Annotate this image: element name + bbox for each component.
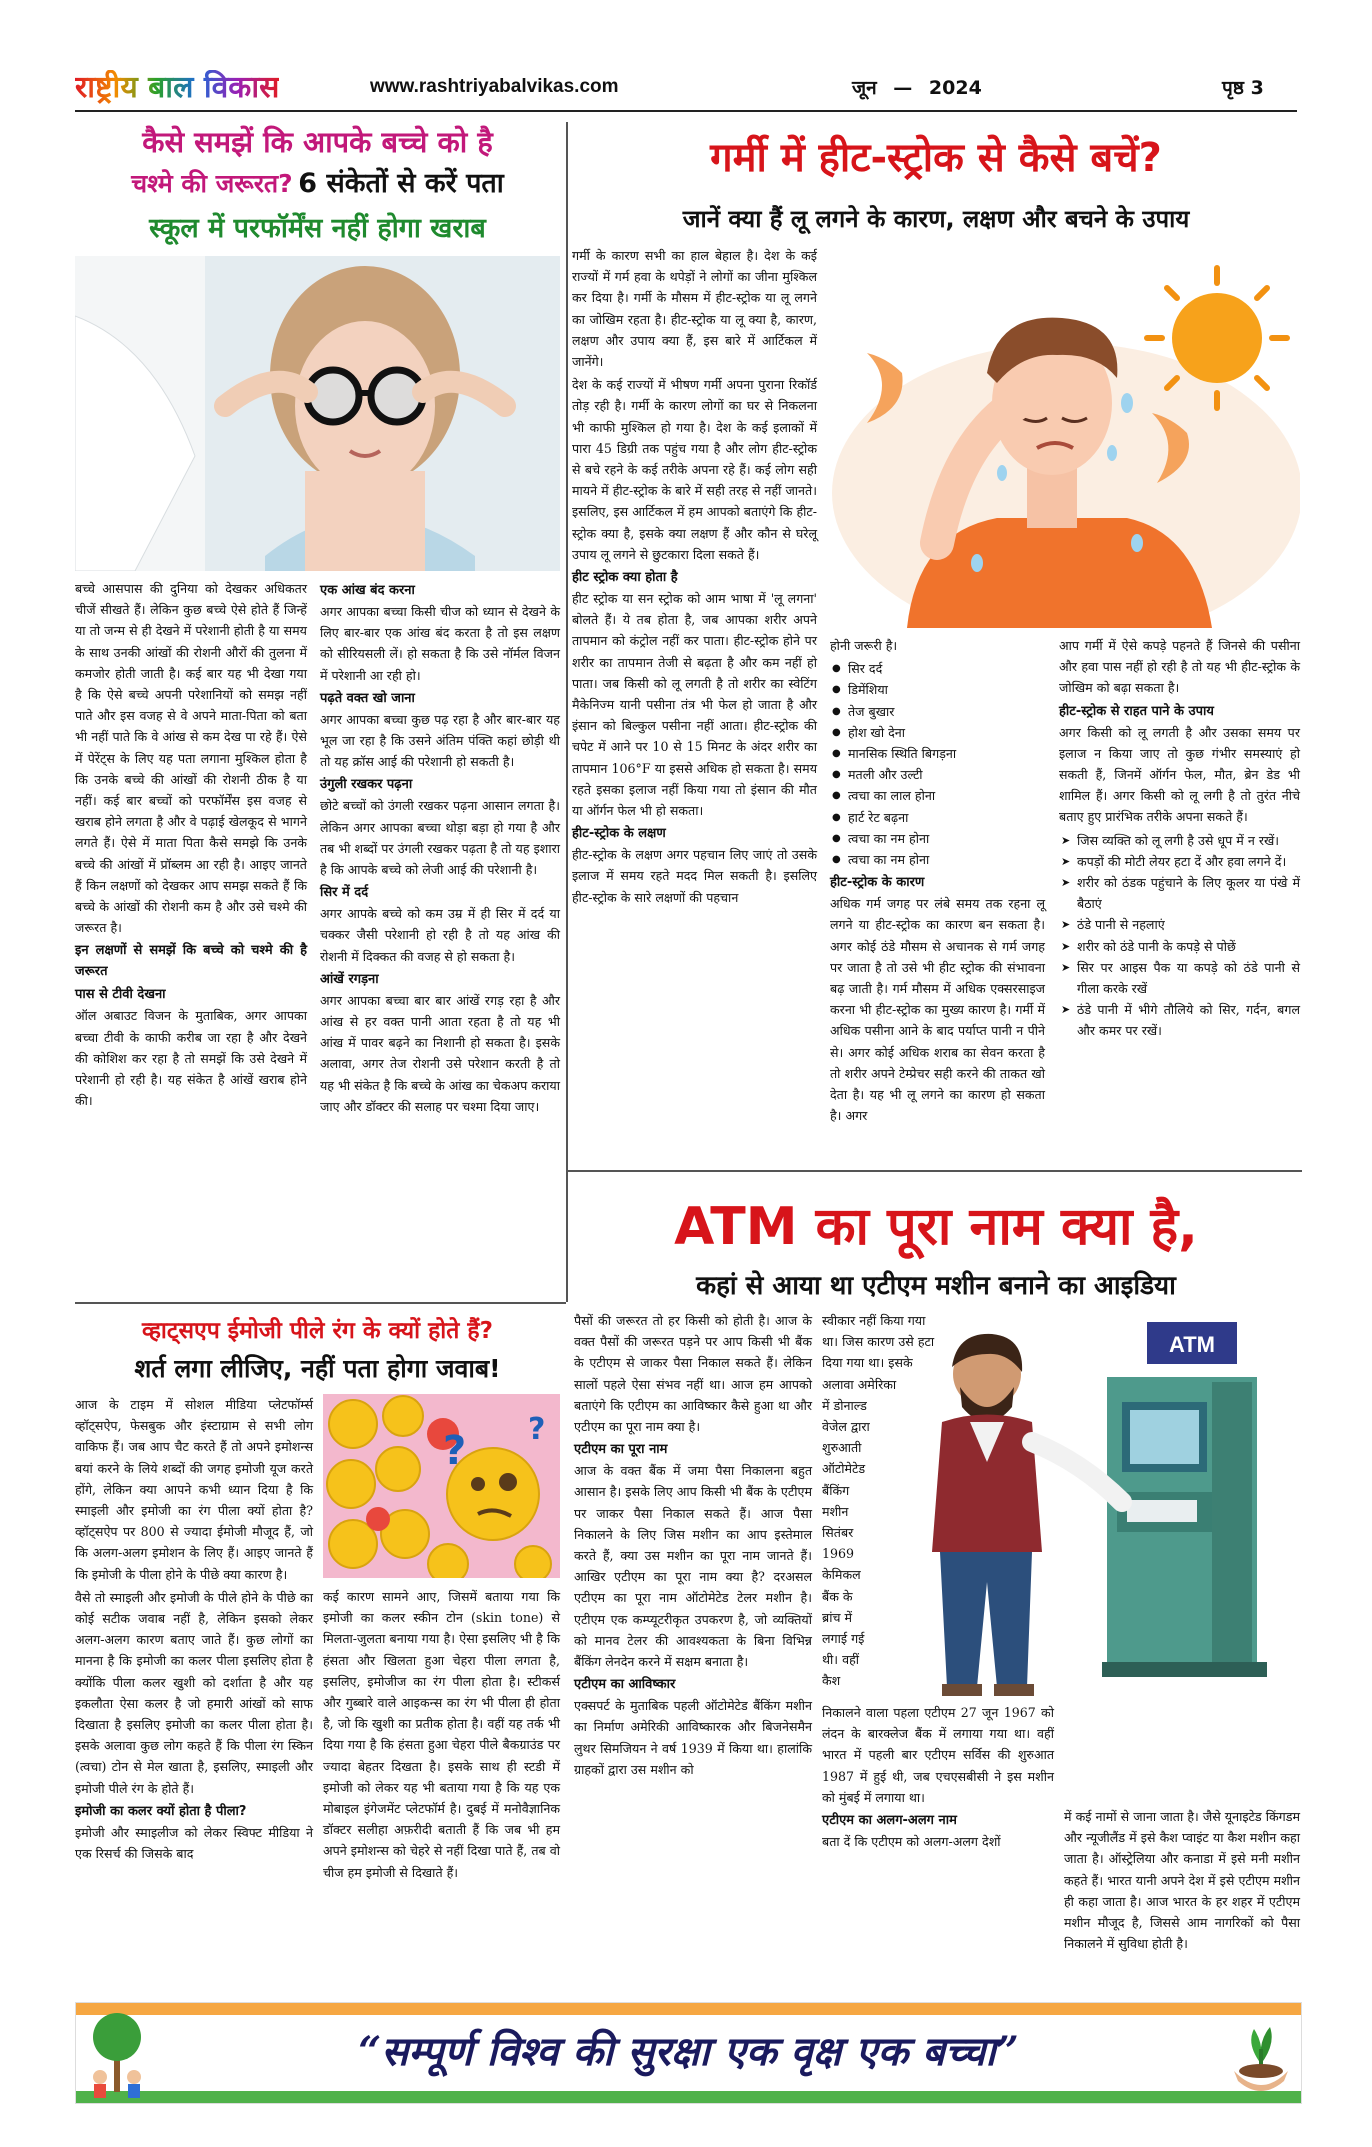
heat-symptom-list — [830, 658, 1045, 870]
text-line: 1969 — [822, 1546, 855, 1562]
eye-symptoms-heading: इन लक्षणों से समझें कि बच्चे को चश्मे की है जरूरत — [75, 943, 307, 980]
atm-intro-paragraph: पैसों की जरूरत तो हर किसी को होती है। आज के वक्त पैसों की जरूरत पड़ने पर आप किसी भी बैंक के एटीएम से जाकर पैसा निकाल सकते हैं। लेकिन सालों पहले ऐसा संभव नहीं था। आज हम आपको बताएंगे कि एटीएम का आविष्कार कैसे हुआ था और एटीएम का पूरा नाम क्या है। — [574, 1313, 812, 1435]
heat-relief-heading: हीट-स्ट्रोक से राहत पाने के उपाय — [1059, 703, 1214, 719]
eye-intro-paragraph: बच्चे आसपास की दुनिया को देखकर अधिकतर चीजें सीखते हैं। लेकिन कुछ बच्चे ऐसे होते हैं जिन्हें या तो जन्म से ही देखने में परेशानी होती है या समय के साथ उनकी आंखों की रोशनी औरों की तुलना में कमजोर होती जाती है। कई बार यह भी देखा गया है कि ऐसे बच्चे अपनी परेशानियों को समझ नहीं पाते और इस वजह से वे अपने माता-पिता को बता भी नहीं पाते कि वे आंख से कम देख पा रहे हैं। ऐसे में पेरेंट्स के लिए यह पता लगाना मुश्किल होता है कि उनके बच्चे की आंखों की रोशनी ठीक है या नहीं। कई बार बच्चों को परफॉर्मेंस इस वजह से खराब होने लगता है और वे पढ़ाई खेलकूद से भागने लगते हैं। ऐसे में माता पिता कैसे समझे कि उनके बच्चे की आंखों में प्रॉब्लम आ रही है। आइए जानते हैं किन लक्षणों को देखकर आप समझ सकते हैं कि बच्चे के आंखों की रोशनी कम है और उसे चश्मे की जरूरत है। — [75, 581, 307, 936]
atm-sign-text: ATM — [1168, 1332, 1216, 1357]
atm-article — [572, 1176, 1300, 1976]
text-line: वेजेल द्वारा — [822, 1419, 870, 1435]
text-line: कैश — [822, 1673, 841, 1689]
masthead-rule — [75, 110, 1297, 112]
heat-what-paragraph: हीट स्ट्रोक या सन स्ट्रोक को आम भाषा में 'लू लगना' बोलते हैं। ये तब होता है, जब आपका शरीर अपने तापमान को कंट्रोल नहीं कर पाता। हीट-स्ट्रोक होने पर शरीर का तापमान तेजी से बढ़ता है और कम नहीं हो पाता। जब किसी को लू लगती है तो शरीर का स्वेटिंग मैकेनिज्म यानी पसीना तंत्र भी फेल हो जाता है और इंसान को बिल्कुल पसीना नहीं आता। हीट-स्ट्रोक की चपेट में आने पर 10 से 15 मिनट के अंदर शरीर का तापमान 106°F या इससे अधिक हो सकता है। समय रहते इसका इलाज नहीं किया गया तो इंसान की मौत या ऑर्गन फेल भी हो सकता। — [572, 591, 817, 819]
eye-sign-text: अगर आपका बच्चा कुछ पढ़ रहा है और बार-बार यह भूल जा रहा है कि उसने अंतिम पंक्ति कहां छोड़ी थी तो यह क्रॉस आई की परेशानी हो सकती है। — [320, 711, 560, 770]
eye-sign-heading: आंखें रगड़ना — [320, 971, 379, 987]
emoji-skin-tone-paragraph: कई कारण सामने आए, जिसमें बताया गया कि इमोजी का कलर स्कीन टोन (skin tone) से मिलता-जुलता बनाया गया है। ऐसा इसलिए भी है कि हंसता और खिलता हुआ चेहरा पीला लगता है, इसलिए, इमोजीज का रंग पीला होता है। स्टीकर्स और गुब्बारे वाले आइकन्स का रंग भी पीला ही होता है, जो कि खुशी का प्रतीक होता है। वहीं यह तर्क भी दिया गया है कि हंसता हुआ चेहरा पीले बैकग्राउंड पर ज्यादा बेहतर दिखता है। इसके साथ ही स्टडी में इमोजी को लेकर यह भी बताया गया है कि यह एक मोबाइल इंगेजमेंट प्लेटफॉर्म है। दुबई में मनोवैज्ञानिक डॉक्टर सलीहा अफ़रीदी बताती हैं कि जब भी हम अपने इमोशन्स को चेहरे से नहीं दिखा पाते हैं, तब वो चीज हम इमोजी से दिखाते हैं। — [323, 1589, 560, 1880]
atm-invention-paragraph: एक्सपर्ट के मुताबिक पहली ऑटोमेटेड बैंकिंग मशीन का निर्माण अमेरिकी आविष्कारक और बिजनेसमैन लुथर सिमजियन ने वर्ष 1939 में किया था। हालांकि ग्राहकों द्वारा उस मशीन को — [574, 1698, 812, 1777]
list-item: ● डिमेंशिया — [830, 679, 1045, 700]
atm-top-rule — [566, 1170, 1302, 1172]
atm-fullname-heading: एटीएम का पूरा नाम — [574, 1442, 668, 1458]
column-divider-vertical — [566, 122, 568, 1302]
atm-man-svg — [912, 1312, 1300, 1702]
text-line: लगाई गई — [822, 1631, 865, 1647]
heat-intro-paragraph: गर्मी के कारण सभी का हाल बेहाल है। देश के कई राज्यों में गर्म हवा के थपेड़ों ने लोगों का जीना मुश्किल कर दिया है। गर्मी के मौसम में हीट-स्ट्रोक या लू लगने का जोखिम रहता है। हीट-स्ट्रोक या लू क्या है, कारण, लक्षण और उपाय क्या हैं, इस बारे में आर्टिकल में जानेंगे। — [572, 248, 817, 370]
text-line: बैंकिंग — [822, 1482, 850, 1498]
text-line: ऑटोमेटेड — [822, 1461, 866, 1477]
eye-tv-paragraph: ऑल अबाउट विजन के मुताबिक, अगर आपका बच्चा टीवी के काफी करीब जा रहा है और देखने की कोशिश कर रहा है तो समझें कि उसे देखने में परेशानी हो रही है। यह संकेत है आंखें खराब होने की। — [75, 1008, 307, 1109]
text-line: अलावा अमेरिका — [822, 1376, 897, 1392]
list-item: ➤ सिर पर आइस पैक या कपड़े को ठंडे पानी से गीला करके रखें — [1059, 957, 1300, 999]
eye-title-line2a: चश्मे की जरूरत? — [131, 169, 293, 198]
emoji-column-1-top — [75, 1394, 313, 1866]
atm-title: ATM का पूरा नाम क्या है, — [674, 1197, 1198, 1257]
heat-title: गर्मी में हीट-स्ट्रोक से कैसे बचें? — [710, 135, 1162, 181]
list-item: ● मानसिक स्थिति बिगड़ना — [830, 743, 1045, 764]
emoji-collage-svg — [323, 1394, 560, 1578]
atm-column-2 — [822, 1702, 1054, 1854]
eye-column-2 — [320, 578, 560, 1119]
text-line: केमिकल — [822, 1567, 861, 1583]
atm-names-heading: एटीएम का अलग-अलग नाम — [822, 1813, 957, 1829]
emoji-column-2 — [323, 1586, 560, 1885]
eye-sign-heading: एक आंख बंद करना — [320, 583, 415, 598]
list-item: ● त्वचा का नम होना — [830, 828, 1045, 849]
text-line: दिया गया था। इसके — [822, 1355, 913, 1371]
list-item: ● त्वचा का लाल होना — [830, 785, 1045, 806]
eye-sign-heading: पढ़ते वक्त खो जाना — [320, 690, 415, 706]
masthead — [40, 70, 1332, 108]
text-line: था। जिस कारण उसे हटा — [822, 1334, 935, 1350]
issue-month: जून — [852, 77, 877, 99]
eye-sign-text: अगर आपका बच्चा किसी चीज को ध्यान से देखने के लिए बार-बार एक आंख बंद करता है तो इस लक्षण को सीरियसली लें। हो सकता है कि उसे नॉर्मल विजन में परेशानी आ रही हो। — [320, 604, 560, 683]
text-line: स्वीकार नहीं किया गया — [822, 1313, 926, 1328]
text-line: शुरुआती — [822, 1440, 862, 1456]
list-item: ● मतली और उल्टी — [830, 764, 1045, 785]
eye-column-1 — [75, 578, 307, 1113]
atm-names-paragraph: बता दें कि एटीएम को अलग-अलग देशों — [822, 1834, 1001, 1850]
website-link[interactable]: www.rashtriyabalvikas.com — [370, 76, 619, 97]
emoji-why-heading: इमोजी का कलर क्यों होता है पीला? — [75, 1803, 247, 1819]
text-line: ब्रांच में — [822, 1609, 852, 1625]
atm-subtitle: कहां से आया था एटीएम मशीन बनाने का आइडिया — [696, 1271, 1176, 1301]
list-item: ➤ कपड़ों की मोटी लेयर हटा दें और हवा लगने दें। — [1059, 851, 1300, 872]
atm-column-1 — [574, 1310, 812, 1782]
text-line: मशीन — [822, 1503, 849, 1519]
footer-slogan: “सम्पूर्ण विश्व की सुरक्षा एक वृक्ष एक बच्चा” — [358, 2028, 1019, 2075]
eye-title-line2 — [75, 164, 560, 207]
list-item: ➤ जिस व्यक्ति को लू लगी है उसे धूप में न रखें। — [1059, 830, 1300, 851]
heat-record-paragraph: देश के कई राज्यों में भीषण गर्मी अपना पुराना रिकॉर्ड तोड़ रही है। गर्मी के कारण लोगों का घर से निकलना भी काफी मुश्किल हो गया है। देश के कई इलाकों में पारा 45 डिग्री तक पहुंच गया है और लोग हीट-स्ट्रोक से बचे रहने के कई तरीके अपना रहे हैं। कई लोग सही मायने में हीट-स्ट्रोक के बारे में सही तरह से नहीं जानते। इसलिए, इस आर्टिकल में हम आपको बताएंगे कि हीट-स्ट्रोक क्या है, इसके क्या लक्षण हैं और कौन से घरेलू उपाय लू लगने से छुटकारा दिला सकते हैं। — [572, 377, 817, 562]
hands-plant-icon — [1226, 2009, 1296, 2097]
issue-year: 2024 — [928, 77, 982, 99]
logo[interactable] — [75, 70, 279, 106]
eye-title-line2b: 6 संकेतों से करें पता — [298, 168, 504, 199]
atm-first-atm-paragraph: निकालने वाला पहला एटीएम 27 जून 1967 को लंदन के बारक्लेज बैंक में लगाया गया था। वहीं भारत में पहली बार एटीएम सर्विस की शुरुआत 1987 में हुई थी, जब एचएसबीसी ने इस मशीन को मुंबई में लगाया था। — [822, 1705, 1054, 1805]
heat-causes-paragraph: अधिक गर्म जगह पर लंबे समय तक रहना लू लगने या हीट-स्ट्रोक का कारण बन सकता है। अगर कोई ठंडे मौसम से अचानक से गर्म जगह पर जाता है तो उसे भी हीट स्ट्रोक की संभावना बढ़ जाती है। गर्म मौसम में अधिक एक्सरसाइज करना भी हीट-स्ट्रोक का मुख्य कारण है। गर्मी में अधिक पसीना आने के बाद पर्याप्त पानी न पीने से। अगर कोई अधिक शराब का सेवन करता है तो शरीर अपने टेम्प्रेचर सही करने की ताकत खो देता है। यह भी लू लगने का कारण हो सकता है। अगर — [830, 896, 1045, 1124]
emoji-title: व्हाट्सएप ईमोजी पीले रंग के क्यों होते हैं? — [142, 1318, 493, 1344]
heat-causes-heading: हीट-स्ट्रोक के कारण — [830, 875, 925, 891]
eye-tv-subheading: पास से टीवी देखना — [75, 987, 166, 1003]
eye-article — [75, 118, 560, 1293]
heat-column-1 — [572, 245, 817, 910]
page-number: पृष्ठ 3 — [1222, 77, 1264, 99]
child-photo-illustration — [75, 256, 560, 571]
emoji-intro-paragraph: आज के टाइम में सोशल मीडिया प्लेटफॉर्म्स व्हॉट्सऐप, फेसबुक और इंस्टाग्राम से सभी लोग वाकिफ हैं। जब आप चैट करते हैं तो अपने इमोशन्स बयां करने के लिये शब्दों की जगह इमोजी यूज करते होंगे, लेकिन क्या आपने कभी ध्यान दिया है कि स्माइली और इमोजी का रंग पीला क्यों होता है? व्हॉट्सऐप पर 800 से ज्यादा ईमोजी मौजूद हैं, जो कि अलग-अलग इमोशन के लिए हैं। आइए जानते हैं कि इमोजी के पीला होने के पीछे क्या कारण है। — [75, 1397, 313, 1582]
list-item: ● हार्ट रेट बढ़ना — [830, 807, 1045, 828]
atm-machine-illustration — [912, 1312, 1300, 1702]
emoji-reasons-paragraph: वैसे तो स्माइली और इमोजी के पीले होने के पीछे का कोई सटीक जवाब नहीं है, लेकिन इसको लेकर अलग-अलग कारण बताए जाते हैं। कुछ लोगों का मानना है कि इमोजी का कलर पीला इसलिए होता है क्योंकि पीला कलर खुशी को दर्शाता है और यह इकलौता ऐसा कलर है जो हमारी आंखों को साफ दिखाता है इसलिए इमोजी का कलर पीला होता है। इसके अलावा कुछ लोग कहते हैं कि पीला रंग स्किन (त्वचा) टोन से मेल खाता है, इसलिए, स्माइली और इमोजी पीले रंग के होते हैं। — [75, 1589, 313, 1796]
list-item: ➤ ठंडे पानी में भीगे तौलिये को सिर, गर्दन, बगल और कमर पर रखें। — [1059, 999, 1300, 1041]
list-item: ➤ ठंडे पानी से नहलाएं — [1059, 914, 1300, 935]
heat-column-3 — [1059, 635, 1300, 1042]
list-item: ● तेज बुखार — [830, 701, 1045, 722]
issue-dash: — — [893, 77, 913, 99]
atm-column-3 — [1064, 1806, 1300, 1956]
child-eye-test-photo — [75, 256, 560, 571]
heat-article — [572, 118, 1300, 1158]
eye-sign-heading: उंगुली रखकर पढ़ना — [320, 777, 413, 793]
emoji-photo — [323, 1394, 560, 1578]
eye-title-line1: कैसे समझें कि आपके बच्चे को है — [142, 125, 493, 159]
emoji-research-paragraph: इमोजी और स्माइलीज को लेकर स्विफ्ट मीडिया ने एक रिसर्च की जिसके बाद — [75, 1824, 313, 1862]
list-item: ➤ शरीर को ठंडे पानी के कपड़े से पोछें — [1059, 936, 1300, 957]
heat-relief-list — [1059, 830, 1300, 1042]
heat-column-2 — [830, 635, 1045, 1128]
svg-text:?: ? — [443, 1428, 467, 1474]
eye-title-line3: स्कूल में परफॉर्मेंस नहीं होगा खराब — [149, 213, 486, 244]
eye-sign-heading: सिर में दर्द — [320, 885, 369, 901]
eye-sign-text: छोटे बच्चों को उंगली रखकर पढ़ना आसान लगता है। लेकिन अगर आपका बच्चा थोड़ा बड़ा हो गया है और तब भी शब्दों पर उंगली रखकर पढ़ता है तो यह इशारा है कि आपके बच्चे को लेजी आई की परेशानी है। — [320, 798, 560, 878]
list-item: ● सिर दर्द — [830, 658, 1045, 679]
emoji-subtitle: शर्त लगा लीजिए, नहीं पता होगा जवाब! — [134, 1354, 501, 1383]
heat-stroke-illustration — [827, 243, 1300, 628]
svg-text:?: ? — [528, 1412, 546, 1447]
footer-banner — [75, 2002, 1302, 2104]
atm-other-names-paragraph: में कई नामों से जाना जाता है। जैसे यूनाइटेड किंगडम और न्यूजीलैंड में इसे कैश प्वाइंट या कैश मशीन कहा जाता है। ऑस्ट्रेलिया और कनाडा में इसे मनी मशीन कहते हैं। भारत यानी अपने देश में इसे एटीएम मशीन ही कहा जाता है। आज भारत के हर शहर में एटीएम मशीन मौजूद है, जिससे आम नागरिकों को पैसा निकालने में सुविधा होती है। — [1064, 1809, 1300, 1952]
issue-date — [852, 74, 982, 100]
eye-sign-text: अगर आपके बच्चे को कम उम्र में ही सिर में दर्द या चक्कर जैसी परेशानी हो रही है तो यह आंख की रोशनी में दिक्कत की वजह से हो सकता है। — [320, 906, 560, 964]
heat-subtitle: जानें क्या हैं लू लगने के कारण, लक्षण और बचने के उपाय — [682, 205, 1190, 233]
text-line: में डोनाल्ड — [822, 1397, 867, 1413]
heat-symptoms-intro: होनी जरूरी है। — [830, 638, 898, 653]
heat-relief-paragraph: अगर किसी को लू लगती है और उसका समय पर इलाज न किया जाए तो कुछ गंभीर समस्याएं हो सकती हैं, जिनमें ऑर्गन फेल, मौत, ब्रेन डेड भी शामिल हैं। अगर किसी को लू लगी है तो तुरंत नीचे बताए हुए प्रारंभिक तरीके अपना सकते हैं। — [1059, 724, 1300, 825]
emoji-article — [75, 1306, 560, 1976]
children-tree-icon — [82, 2007, 152, 2099]
emoji-top-rule — [75, 1302, 566, 1304]
heat-symptoms-heading: हीट-स्ट्रोक के लक्षण — [572, 826, 666, 842]
text-line: सितंबर — [822, 1525, 854, 1541]
eye-sign-text: अगर आपका बच्चा बार बार आंखें रगड़ रहा है और आंख से हर वक्त पानी आता रहता है तो यह भी आंख में पावर बढ़ने का निशानी हो सकता है। इसके अलावा, अगर तेज रोशनी उसे परेशान करती है तो यह भी संकेत है कि बच्चे के आंख का चेकअप कराया जाए और डॉक्टर की सलाह पर चश्मा दिया जाए। — [320, 992, 560, 1114]
logo-text: राष्ट्रीय बाल विकास — [75, 70, 280, 105]
text-line: थी। वहीं — [822, 1652, 860, 1668]
heat-what-heading: हीट स्ट्रोक क्या होता है — [572, 570, 678, 586]
heat-man-sun-svg — [827, 243, 1300, 628]
list-item: ➤ शरीर को ठंडक पहुंचाने के लिए कूलर या पंखे में बैठाएं — [1059, 872, 1300, 914]
text-line: बैंक के — [822, 1588, 853, 1604]
heat-symptoms-paragraph: हीट-स्ट्रोक के लक्षण अगर पहचान लिए जाएं तो उसके इलाज में समय रहते मदद मिल सकती है। इसलिए हीट-स्ट्रोक के सारे लक्षणों की पहचान — [572, 847, 817, 905]
atm-fullname-paragraph: आज के वक्त बैंक में जमा पैसा निकालना बहुत आसान है। इसके लिए आप किसी भी बैंक के एटीएम पर जाकर पैसा निकाल सकते हैं। आज पैसा निकालने के लिए जिस मशीन का आप इस्तेमाल करते हैं, क्या उस मशीन का पूरा नाम जानते हैं। आखिर एटीएम का पूरा नाम क्या है? दरअसल एटीएम का पूरा नाम ऑटोमेटेड टेलर मशीन है। एटीएम एक कम्प्यूटरीकृत उपकरण है, जो व्यक्तियों को मानव टेलर की आवश्यकता के बिना विभिन्न बैंकिंग लेनदेन करने में सक्षम बनाता है। — [574, 1463, 812, 1670]
list-item: ● त्वचा का नम होना — [830, 849, 1045, 870]
list-item: ● होश खो देना — [830, 722, 1045, 743]
atm-invention-heading: एटीएम का आविष्कार — [574, 1677, 676, 1693]
heat-clothes-paragraph: आप गर्मी में ऐसे कपड़े पहनते हैं जिनसे की पसीना और हवा पास नहीं हो रही है तो यह भी हीट-स्ट्रोक के जोखिम को बढ़ा सकता है। — [1059, 638, 1300, 696]
